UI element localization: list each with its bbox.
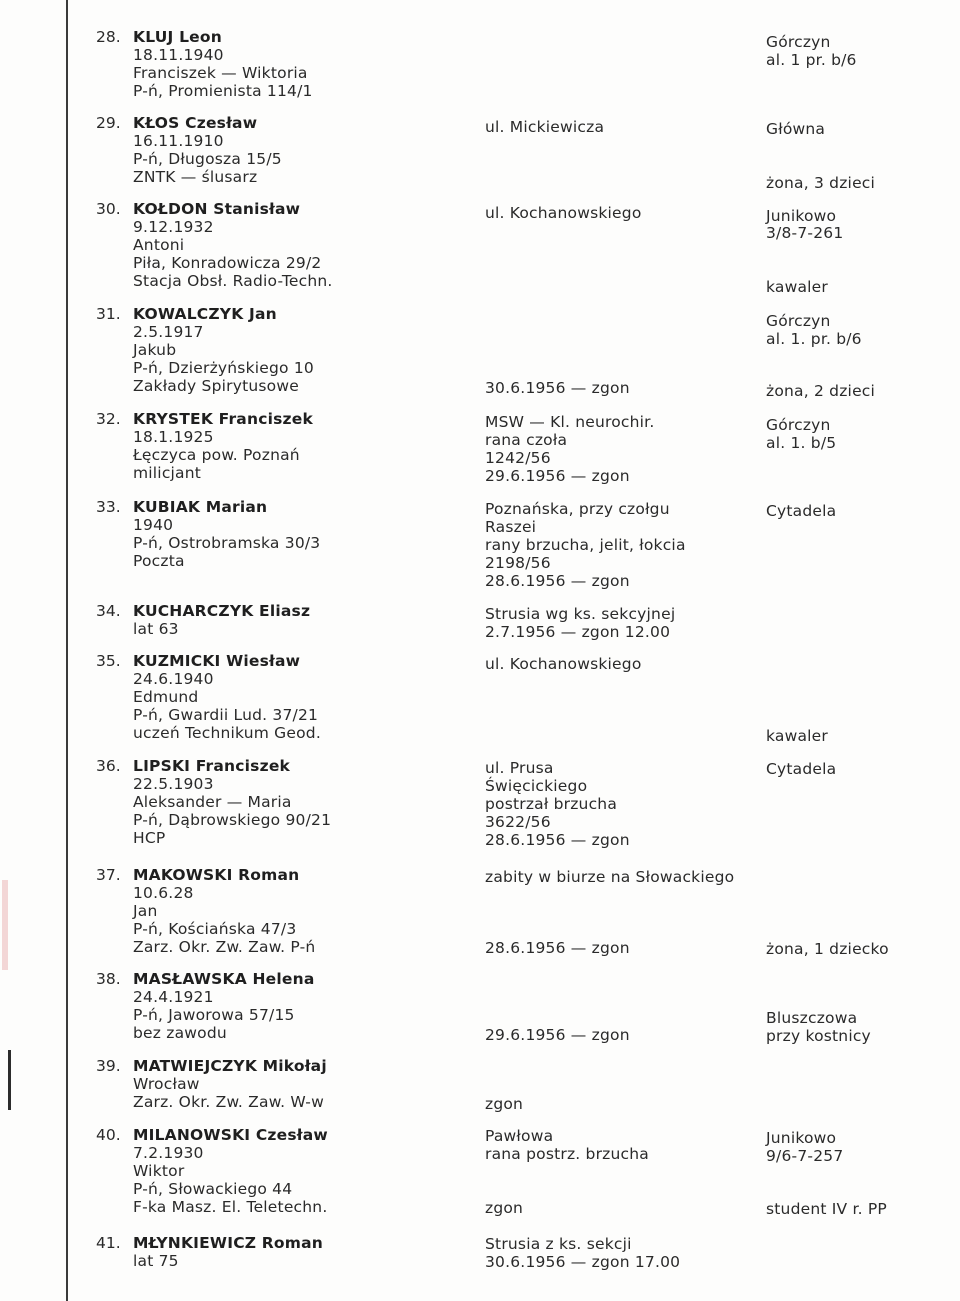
entry-number: 41. xyxy=(96,1234,121,1252)
entry-line: 10.6.28 xyxy=(133,884,194,902)
entry-line: 24.6.1940 xyxy=(133,670,214,688)
burial-plot: 3/8-7-261 xyxy=(766,224,844,242)
family-status: kawaler xyxy=(766,278,828,296)
entry-line: 2.5.1917 xyxy=(133,323,204,341)
entry-line: lat 75 xyxy=(133,1252,179,1270)
entry-line: P-ń, Jaworowa 57/15 xyxy=(133,1006,295,1024)
entry-number: 31. xyxy=(96,305,121,323)
injury: rana postrz. brzucha xyxy=(485,1145,649,1163)
event-place: ul. Prusa xyxy=(485,759,554,777)
death-date: 30.6.1956 — zgon xyxy=(485,379,630,397)
event-place: ul. Kochanowskiego xyxy=(485,655,642,673)
entry-number: 35. xyxy=(96,652,121,670)
burial-place: Górczyn xyxy=(766,312,831,330)
burial-place: Bluszczowa xyxy=(766,1009,858,1027)
entry-line: P-ń, Kościańska 47/3 xyxy=(133,920,297,938)
entry-line: Franciszek — Wiktoria xyxy=(133,64,308,82)
burial-place: Junikowo xyxy=(766,1129,837,1147)
event-place: Święcickiego xyxy=(485,777,588,795)
injury: rana czoła xyxy=(485,431,568,449)
event-place: Poznańska, przy czołgu xyxy=(485,500,670,518)
family-status: kawaler xyxy=(766,727,828,745)
person-name: MATWIEJCZYK Mikołaj xyxy=(133,1057,327,1075)
entry-line: 7.2.1930 xyxy=(133,1144,204,1162)
event-place: MSW — Kl. neurochir. xyxy=(485,413,655,431)
person-name: MAKOWSKI Roman xyxy=(133,866,300,884)
entry-number: 32. xyxy=(96,410,121,428)
burial-place: Cytadela xyxy=(766,760,837,778)
entry-line: P-ń, Ostrobramska 30/3 xyxy=(133,534,321,552)
binding-mark xyxy=(8,1050,11,1110)
event-place: Pawłowa xyxy=(485,1127,554,1145)
record-number: 1242/56 xyxy=(485,449,551,467)
entry-line: uczeń Technikum Geod. xyxy=(133,724,321,742)
entry-line: 22.5.1903 xyxy=(133,775,214,793)
family-status: żona, 2 dzieci xyxy=(766,382,876,400)
family-status: student IV r. PP xyxy=(766,1200,887,1218)
burial-place: Górczyn xyxy=(766,416,831,434)
entry-line: F-ka Masz. El. Teletechn. xyxy=(133,1198,328,1216)
entry-line: Jakub xyxy=(133,341,177,359)
person-name: KŁOS Czesław xyxy=(133,114,258,132)
entry-line: Poczta xyxy=(133,552,185,570)
entry-line: 18.1.1925 xyxy=(133,428,214,446)
burial-plot: al. 1 pr. b/6 xyxy=(766,51,857,69)
event-place: ul. Mickiewicza xyxy=(485,118,605,136)
burial-place: Junikowo xyxy=(766,207,837,225)
entry-number: 38. xyxy=(96,970,121,988)
event-place: Strusia wg ks. sekcyjnej xyxy=(485,605,676,623)
entry-line: P-ń, Gwardii Lud. 37/21 xyxy=(133,706,319,724)
entry-line: 24.4.1921 xyxy=(133,988,214,1006)
family-status: żona, 3 dzieci xyxy=(766,174,876,192)
entry-line: P-ń, Dąbrowskiego 90/21 xyxy=(133,811,332,829)
event-place: Raszei xyxy=(485,518,537,536)
entry-line: Zarz. Okr. Zw. Zaw. W-w xyxy=(133,1093,324,1111)
death-date: 29.6.1956 — zgon xyxy=(485,1026,630,1044)
entry-line: 18.11.1940 xyxy=(133,46,224,64)
entry-line: Wiktor xyxy=(133,1162,185,1180)
entry-line: Jan xyxy=(133,902,158,920)
person-name: KOWALCZYK Jan xyxy=(133,305,277,323)
entry-line: Łęczyca pow. Poznań xyxy=(133,446,300,464)
person-name: KOŁDON Stanisław xyxy=(133,200,301,218)
burial-plot: 9/6-7-257 xyxy=(766,1147,844,1165)
entry-line: lat 63 xyxy=(133,620,179,638)
death-note: zgon xyxy=(485,1199,524,1217)
person-name: KLUJ Leon xyxy=(133,28,222,46)
death-date: 30.6.1956 — zgon 17.00 xyxy=(485,1253,681,1271)
burial-plot: al. 1. b/5 xyxy=(766,434,837,452)
person-name: MILANOWSKI Czesław xyxy=(133,1126,328,1144)
entry-line: P-ń, Długosza 15/5 xyxy=(133,150,282,168)
death-date: 29.6.1956 — zgon xyxy=(485,467,630,485)
person-name: MŁYNKIEWICZ Roman xyxy=(133,1234,324,1252)
person-name: KUBIAK Marian xyxy=(133,498,268,516)
event-place: ul. Kochanowskiego xyxy=(485,204,642,222)
entry-line: 1940 xyxy=(133,516,174,534)
event-place: zabity w biurze na Słowackiego xyxy=(485,868,735,886)
entry-number: 37. xyxy=(96,866,121,884)
entry-line: 16.11.1910 xyxy=(133,132,224,150)
entry-line: ZNTK — ślusarz xyxy=(133,168,258,186)
entry-line: milicjant xyxy=(133,464,202,482)
entry-line: P-ń, Słowackiego 44 xyxy=(133,1180,293,1198)
record-number: 3622/56 xyxy=(485,813,551,831)
person-name: KUZMICKI Wiesław xyxy=(133,652,301,670)
burial-plot: przy kostnicy xyxy=(766,1027,871,1045)
entry-line: HCP xyxy=(133,829,166,847)
event-place: Strusia z ks. sekcji xyxy=(485,1235,632,1253)
entry-line: P-ń, Promienista 114/1 xyxy=(133,82,313,100)
entry-number: 33. xyxy=(96,498,121,516)
person-name: MASŁAWSKA Helena xyxy=(133,970,315,988)
entry-number: 29. xyxy=(96,114,121,132)
death-date: 28.6.1956 — zgon xyxy=(485,831,630,849)
person-name: LIPSKI Franciszek xyxy=(133,757,291,775)
stain-mark xyxy=(2,880,8,970)
record-number: 2198/56 xyxy=(485,554,551,572)
left-margin-rule xyxy=(66,0,68,1301)
person-name: KUCHARCZYK Eliasz xyxy=(133,602,311,620)
entry-line: bez zawodu xyxy=(133,1024,227,1042)
burial-place: Górczyn xyxy=(766,33,831,51)
entry-number: 28. xyxy=(96,28,121,46)
burial-place: Cytadela xyxy=(766,502,837,520)
entry-line: Stacja Obsł. Radio-Techn. xyxy=(133,272,333,290)
entry-number: 40. xyxy=(96,1126,121,1144)
injury: rany brzucha, jelit, łokcia xyxy=(485,536,686,554)
burial-place: Główna xyxy=(766,120,826,138)
entry-line: Edmund xyxy=(133,688,199,706)
death-date: 28.6.1956 — zgon xyxy=(485,939,630,957)
injury: postrzał brzucha xyxy=(485,795,618,813)
entry-line: Antoni xyxy=(133,236,185,254)
entry-line: Zakłady Spirytusowe xyxy=(133,377,299,395)
family-status: żona, 1 dziecko xyxy=(766,940,889,958)
entry-line: P-ń, Dzierżyńskiego 10 xyxy=(133,359,314,377)
entry-number: 36. xyxy=(96,757,121,775)
entry-line: Piła, Konradowicza 29/2 xyxy=(133,254,322,272)
entry-line: Zarz. Okr. Zw. Zaw. P-ń xyxy=(133,938,316,956)
entry-number: 30. xyxy=(96,200,121,218)
burial-plot: al. 1. pr. b/6 xyxy=(766,330,862,348)
death-date: 2.7.1956 — zgon 12.00 xyxy=(485,623,671,641)
entry-number: 39. xyxy=(96,1057,121,1075)
death-date: 28.6.1956 — zgon xyxy=(485,572,630,590)
person-name: KRYSTEK Franciszek xyxy=(133,410,313,428)
entry-line: Aleksander — Maria xyxy=(133,793,292,811)
entry-number: 34. xyxy=(96,602,121,620)
death-note: zgon xyxy=(485,1095,524,1113)
entry-line: Wrocław xyxy=(133,1075,200,1093)
entry-line: 9.12.1932 xyxy=(133,218,214,236)
